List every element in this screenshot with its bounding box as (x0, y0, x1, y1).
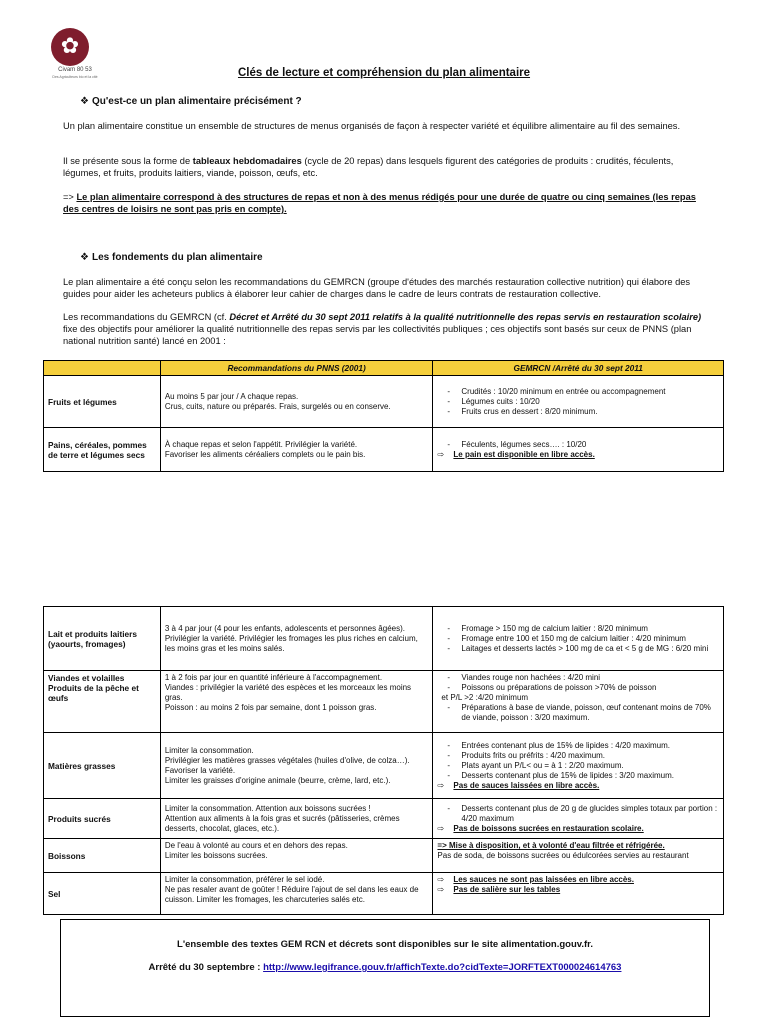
list-item: - Entrées contenant plus de 15% de lipides : 4/20 maximum. (447, 740, 670, 750)
list-item: - Desserts contenant plus de 20 g de glucides simples totaux par portion : 4/20 maximum (447, 803, 718, 823)
boissons-strong-note: => Mise à disposition, et à volonté d'eau filtrée et réfrigérée. (437, 841, 665, 850)
footer-link-label: Arrêté du 30 septembre : (148, 962, 264, 973)
arrow-note (437, 450, 719, 460)
arrow-right-icon: ⇨ (437, 449, 445, 459)
section2-p2-text-a: Les recommandations du GEMRCN (cf. (63, 312, 230, 322)
row-label: Fruits et légumes (44, 376, 161, 428)
arrow-right-icon: ⇨ (437, 823, 445, 833)
table-header-row (44, 361, 724, 376)
table-row (44, 873, 724, 915)
section1-p2-text-a: Il se présente sous la forme de (63, 156, 193, 166)
section2-paragraph-2 (63, 311, 713, 347)
arrow-note-text: Pas de salière sur les tables (453, 885, 561, 894)
row-pnns: À chaque repas et selon l'appétit. Privilégier la variété. Favoriser les aliments céréaliers complets ou le pain bis. (160, 428, 433, 472)
list-item: - Fromage entre 100 et 150 mg de calcium laitier : 4/20 minimum (447, 633, 686, 643)
arrow-right-icon: ⇨ (437, 780, 445, 790)
row-label: Pains, céréales, pommes de terre et légumes secs (44, 428, 161, 472)
list-item-text: Féculents, légumes secs…. : 10/20 (461, 439, 587, 449)
list-item-text: Crudités : 10/20 minimum en entrée ou accompagnement (461, 386, 666, 396)
legifrance-link[interactable]: http://www.legifrance.gouv.fr/affichTexte.do?cidTexte=JORFTEXT000024614763 (263, 962, 622, 973)
list-item-text: Légumes cuits : 10/20 (461, 396, 540, 406)
table-header-pnns: Recommandations du PNNS (2001) (160, 361, 433, 376)
table-header-empty (44, 361, 161, 376)
section1-p2-bold: tableaux hebdomadaires (192, 156, 302, 166)
row-label: Sel (44, 873, 161, 915)
diamond-bullet-icon: ❖ (80, 96, 89, 107)
table-row (44, 839, 724, 873)
row-gemrcn (433, 607, 724, 671)
row-label: Boissons (44, 839, 161, 873)
row-extra-text: et P/L >2 :4/20 minimum (441, 693, 529, 702)
row-pnns: 1 à 2 fois par jour en quantité inférieure à l'accompagnement. Viandes : privilégier la variété des espèces et les morceaux les moins gras. Poisson : au moins 2 fois par semaine, dont 1 poisson gras. (160, 671, 433, 733)
row-pnns: Limiter la consommation, préférer le sel iodé. Ne pas resaler avant de goûter ! Réduire l'ajout de sel dans les eaux de cuisson. Limiter les fromages, les charcuteries salés etc. (160, 873, 433, 915)
section1-paragraph-2 (63, 155, 713, 179)
section1-p3-underlined: Le plan alimentaire correspond à des structures de repas et non à des menus rédigés pour une durée de quatre ou cinq semaines (les repas des centres de loisirs ne sont pas pris en compte). (63, 192, 696, 214)
page-title: Clés de lecture et compréhension du plan alimentaire (237, 67, 531, 79)
arrow-note-text: Le pain est disponible en libre accès. (453, 449, 595, 459)
list-item-text: Fruits crus en dessert : 8/20 minimum. (461, 406, 598, 416)
section2-p2-bold-italic: Décret et Arrêté du 30 sept 2011 relatifs à la qualité nutritionnelle des repas servis en restauration scolaire) (229, 312, 702, 322)
row-pnns: 3 à 4 par jour (4 pour les enfants, adolescents et personnes âgées). Privilégier la variété. Privilégier les fromages les plus riches en calcium, les moins gras et les moins salés. (160, 607, 433, 671)
table-row (44, 671, 724, 733)
list-item: - Produits frits ou préfrits : 4/20 maximum. (447, 750, 606, 760)
row-gemrcn (433, 873, 724, 915)
list-item: - Viandes rouge non hachées : 4/20 mini (447, 673, 601, 682)
table-row (44, 428, 724, 472)
list-item-text: Desserts contenant plus de 20 g de glucides simples totaux par portion : 4/20 maximum (461, 803, 718, 823)
list-item-text: Viandes rouge non hachées : 4/20 mini (461, 673, 601, 682)
list-item-text: Entrées contenant plus de 15% de lipides : 4/20 maximum. (461, 740, 670, 750)
section2-heading (80, 252, 263, 263)
list-item-text: Plats ayant un P/L< ou = à 1 : 2/20 maximum. (461, 760, 624, 770)
list-item-text: Desserts contenant plus de 15% de lipides : 3/20 maximum. (461, 770, 674, 780)
logo-subtitle: Des Agriculteurs bio et la cité (52, 75, 98, 79)
section1-paragraph-1: Un plan alimentaire constitue un ensemble de structures de menus organisés de façon à respecter variété et équilibre alimentaire au fil des semaines. (63, 121, 681, 131)
row-pnns: Limiter la consommation. Attention aux boissons sucrées ! Attention aux aliments à la fois gras et sucrés (pâtisseries, crèmes desserts, chocolat, glaces, etc.). (160, 799, 433, 839)
section1-paragraph-3 (63, 191, 713, 215)
arrow-right-icon: ⇨ (437, 875, 445, 884)
arrow-note-text: Les sauces ne sont pas laissées en libre accès. (453, 875, 634, 884)
arrow-note (437, 781, 719, 791)
arrow-note-text: Pas de sauces laissées en libre accès. (453, 780, 600, 790)
list-item: - Laitages et desserts lactés > 100 mg de ca et < 5 g de MG : 6/20 mini (447, 643, 709, 653)
arrow-note (437, 885, 719, 895)
table-row (44, 376, 724, 428)
table-row (44, 733, 724, 799)
list-item: - Desserts contenant plus de 15% de lipides : 3/20 maximum. (447, 770, 674, 780)
list-item: - Fruits crus en dessert : 8/20 minimum. (447, 406, 598, 416)
row-gemrcn (433, 428, 724, 472)
list-item-text: Préparations à base de viande, poisson, œuf contenant moins de 70% de viande, poisson : 3/20 maximum. (461, 703, 711, 722)
section1-heading-text: Qu'est-ce un plan alimentaire précisément ? (92, 96, 302, 107)
row-label: Produits sucrés (44, 799, 161, 839)
section2-heading-text: Les fondements du plan alimentaire (92, 252, 263, 263)
arrow-note (437, 875, 719, 885)
list-item-text: Fromage > 150 mg de calcium laitier : 8/20 minimum (461, 623, 648, 633)
list-item-text: Poissons ou préparations de poisson >70% de poisson (461, 683, 657, 692)
diamond-bullet-icon: ❖ (80, 252, 89, 263)
row-gemrcn (433, 733, 724, 799)
arrow-note (437, 824, 719, 834)
row-gemrcn (433, 671, 724, 733)
list-item-text: Laitages et desserts lactés > 100 mg de ca et < 5 g de MG : 6/20 mini (461, 643, 709, 653)
list-item: - Légumes cuits : 10/20 (447, 396, 540, 406)
row-pnns: Limiter la consommation. Privilégier les matières grasses végétales (huiles d'olive, de colza…). Favoriser la variété. Limiter les graisses d'origine animale (beurre, crème, lard, etc.). (160, 733, 433, 799)
row-gemrcn (433, 839, 724, 873)
footer-line-1: L'ensemble des textes GEM RCN et décrets sont disponibles sur le site alimentation.gouv.fr. (177, 939, 593, 950)
row-label: Viandes et volailles Produits de la pêche et œufs (44, 671, 161, 733)
list-item: - Poissons ou préparations de poisson >70% de poisson (447, 683, 657, 692)
list-item: - Crudités : 10/20 minimum en entrée ou accompagnement (447, 386, 666, 396)
list-item: - Plats ayant un P/L< ou = à 1 : 2/20 maximum. (447, 760, 624, 770)
logo-name: Civam 80 53 (58, 67, 92, 73)
arrow-marker: => (63, 192, 77, 202)
section2-paragraph-1: Le plan alimentaire a été conçu selon les recommandations du GEMRCN (groupe d'études des marchés restauration collective nutrition) qui élabore des guides pour aider les acheteurs publics à élaborer leur cahier de charges dans le cadre de leurs contrats de restauration collective. (63, 277, 691, 299)
nutrition-table-part1 (43, 360, 724, 472)
row-gemrcn (433, 799, 724, 839)
row-gemrcn (433, 376, 724, 428)
arrow-note-text: Pas de boissons sucrées en restauration scolaire. (453, 823, 644, 833)
row-pnns: De l'eau à volonté au cours et en dehors des repas. Limiter les boissons sucrées. (160, 839, 433, 873)
nutrition-table-part2 (43, 606, 724, 915)
section1-p2-text-c: (cycle de 20 repas) dans lesquels figurent des catégories de produits : crudités, féculents, légumes, et fruits, produits laitiers, viande, poisson, œufs, etc. (63, 156, 674, 178)
list-item: - Féculents, légumes secs…. : 10/20 (447, 439, 587, 449)
table-header-gemrcn: GEMRCN /Arrêté du 30 sept 2011 (433, 361, 724, 376)
row-label: Lait et produits laitiers (yaourts, fromages) (44, 607, 161, 671)
list-item-text: Fromage entre 100 et 150 mg de calcium laitier : 4/20 minimum (461, 633, 686, 643)
footer-line-2 (60, 962, 710, 973)
table-row (44, 607, 724, 671)
section2-p2-text-c: fixe des objectifs pour améliorer la qualité nutritionnelle des repas servis par les collectivités publiques ; ces objectifs sont basés sur ceux de PNNS (plan national nutrition santé) lancé en 2001 : (63, 324, 692, 346)
list-item-text: Produits frits ou préfrits : 4/20 maximum. (461, 750, 606, 760)
arrow-right-icon: ⇨ (437, 885, 445, 894)
list-item: - Fromage > 150 mg de calcium laitier : 8/20 minimum (447, 623, 648, 633)
flower-icon: ✿ (60, 33, 80, 58)
boissons-note: Pas de soda, de boissons sucrées ou édulcorées servies au restaurant (437, 851, 689, 860)
row-label: Matières grasses (44, 733, 161, 799)
section1-heading (80, 96, 302, 107)
table-row (44, 799, 724, 839)
row-pnns: Au moins 5 par jour / A chaque repas. Crus, cuits, nature ou préparés. Frais, surgelés ou en conserve. (160, 376, 433, 428)
list-item: - Préparations à base de viande, poisson, œuf contenant moins de 70% de viande, poisson : 3/20 maximum. (447, 703, 711, 722)
